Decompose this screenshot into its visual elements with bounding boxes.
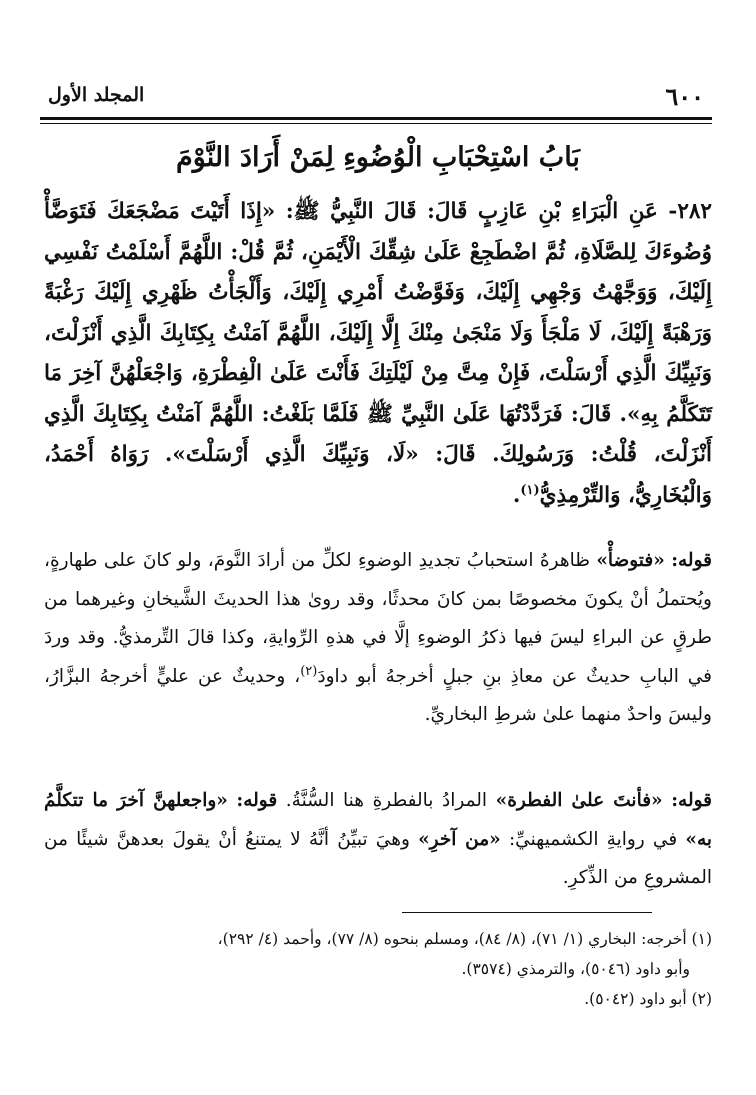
footnote-1-line-1: (١) أخرجه: البخاري (١/ ٧١)، (٨/ ٨٤)، ومسلم بنحوه (٨/ ٧٧)، وأحمد (٤/ ٢٩٢)، [217,930,712,948]
header-rule-thick [40,117,712,120]
hadith-paragraph [44,192,712,516]
chapter-title: بَابُ اسْتِحْبَابِ الْوُضُوءِ لِمَنْ أَرَادَ النَّوْمَ [176,142,580,173]
hadith-end: . [512,482,521,508]
hadith-number: ٢٨٢- [668,199,712,224]
footnote-ref-2[interactable]: (٢) [300,663,318,679]
footnote-1-line-2: وأبو داود (٥٠٤٦)، والترمذي (٣٥٧٤). [461,960,690,978]
commentary-keyword: «واجعلهنَّ آخرَ ما تتكلَّمُ به» [44,790,713,850]
commentary-label: قوله: [671,550,712,571]
hadith-text: عَنِ الْبَرَاءِ بْنِ عَازِبٍ قَالَ: قَالَ النَّبِيُّ ﷺ: «إِذَا أَتَيْتَ مَضْجَعَكَ فَتَوَضَّأْ وُضُوءَكَ لِلصَّلَاةِ، ثُمَّ اضْطَجِعْ عَلَىٰ شِقِّكَ الْأَيْمَنِ، ثُمَّ قُلْ: اللَّهُمَّ أَسْلَمْتُ نَفْسِي إِلَيْكَ، وَوَجَّهْتُ وَجْهِي إِلَيْكَ، وَفَوَّضْتُ أَمْرِي إِلَيْكَ، وَأَلْجَأْتُ ظَهْرِي إِلَيْكَ رَغْبَةً وَرَهْبَةً إِلَيْكَ، لَا مَلْجَأَ وَلَا مَنْجَىٰ مِنْكَ إِلَّا إِلَيْكَ، اللَّهُمَّ آمَنْتُ بِكِتَابِكَ الَّذِي أَنْزَلْتَ، وَنَبِيِّكَ الَّذِي أَرْسَلْتَ، فَإِنْ مِتَّ مِنْ لَيْلَتِكَ فَأَنْتَ عَلَىٰ الْفِطْرَةِ، وَاجْعَلْهُنَّ آخِرَ مَا تَتَكَلَّمُ بِهِ». قَالَ: فَرَدَّدْتُهَا عَلَىٰ النَّبِيِّ ﷺ فَلَمَّا بَلَغْتُ: اللَّهُمَّ آمَنْتُ بِكِتَابِكَ الَّذِي أَنْزَلْتَ، قُلْتُ: وَرَسُولِكَ. قَالَ: «لَا، وَنَبِيِّكَ الَّذِي أَرْسَلْتَ». رَوَاهُ أَحْمَدُ، وَالْبُخَارِيُّ، وَالتِّرْمِذِيُّ [44,199,712,508]
commentary-paragraph-1 [44,542,712,735]
commentary-text-cont: ، وحديثٌ عن عليٍّ أخرجهُ البزَّارُ، وليسَ واحدٌ منهما علىٰ شرطِ البخاريِّ. [44,665,712,725]
footnote-separator [402,912,652,913]
commentary-text: ظاهرهُ استحبابُ تجديدِ الوضوءِ لكلِّ من أرادَ النَّومَ، ولو كانَ على طهارةٍ، ويُحتملُ أنْ يكونَ مخصوصًا بمن كانَ محدثًا، وقد روىٰ هذا الحديثَ الشَّيخانِ وغيرهما من طرقٍ عن البراءِ ليسَ فيها ذكرُ الوضوءِ إلَّا في هذهِ الرِّوايةِ، وكذا قالَ التِّرمذيُّ. وقد وردَ في البابِ حديثٌ عن معاذِ بنِ جبلٍ أخرجهُ أبو داودَ [44,550,712,687]
commentary-paragraph-2 [44,782,712,898]
commentary-text: وهيَ تبيِّنُ أنَّهُ لا يمتنعُ أنْ يقولَ بعدهنَّ شيئًا من المشروعِ من الذِّكرِ. [44,828,712,888]
commentary-label: قوله: [236,790,278,811]
page-number: ٦٠٠ [665,82,704,111]
footnote-2: (٢) أبو داود (٥٠٤٢). [584,990,712,1008]
header-rule-thin [40,123,712,124]
footnotes [44,924,712,1014]
volume-label: المجلد الأول [48,84,145,106]
commentary-text: في روايةِ الكشميهنيِّ: [508,828,678,850]
commentary-label: قوله: [671,790,712,811]
footnote-ref-1[interactable]: (١) [520,482,540,498]
commentary-keyword: «من آخرِ» [418,828,501,850]
commentary-text: المرادُ بالفطرةِ هنا السُّنَّةُ. [285,790,488,811]
commentary-keyword: «فأنتَ علىٰ الفطرة» [495,790,663,811]
commentary-keyword: «فتوضأْ» [596,550,665,571]
running-header [40,80,712,116]
